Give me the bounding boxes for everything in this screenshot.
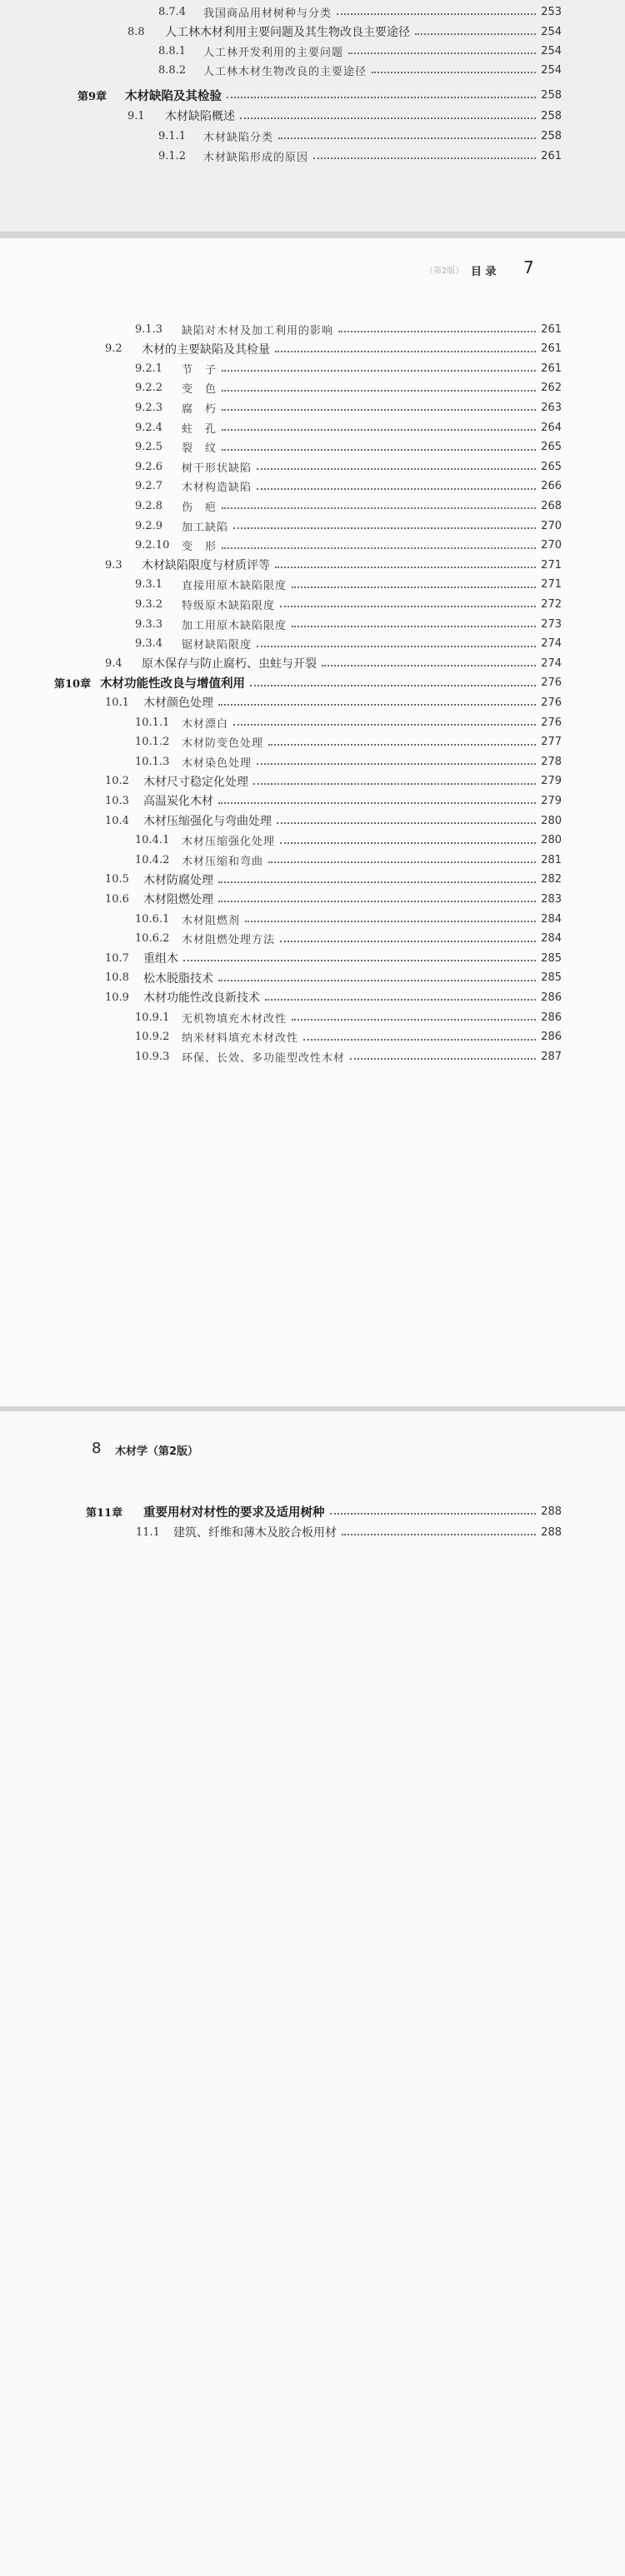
entry-page-number: 261 bbox=[541, 342, 562, 356]
entry-page-number: 268 bbox=[541, 499, 562, 512]
entry-page-number: 287 bbox=[541, 1050, 562, 1063]
entry-number: 9.2.10 bbox=[135, 539, 170, 552]
leader-dots bbox=[415, 33, 536, 35]
entry-page-number: 265 bbox=[541, 441, 562, 454]
toc-subsection-entry bbox=[158, 42, 562, 60]
entry-number: 10.4.1 bbox=[135, 834, 170, 847]
entry-title: 松木脱脂技术 bbox=[143, 971, 213, 986]
leader-dots bbox=[222, 429, 536, 431]
entry-number: 10.6 bbox=[105, 892, 129, 906]
leader-dots bbox=[268, 744, 536, 746]
entry-title: 加工用原木缺陷限度 bbox=[182, 619, 288, 632]
toc-subsection-entry bbox=[135, 910, 562, 928]
entry-number: 9.2.6 bbox=[135, 460, 163, 473]
entry-page-number: 276 bbox=[541, 676, 562, 690]
entry-title: 人工林开发利用的主要问题 bbox=[203, 46, 344, 59]
toc-subsection-entry bbox=[135, 733, 562, 751]
entry-title: 木材的主要缺陷及其检量 bbox=[142, 342, 270, 357]
toc-subsection-entry bbox=[135, 438, 562, 457]
entry-number: 8.7.4 bbox=[158, 5, 187, 18]
leader-dots bbox=[280, 842, 536, 844]
entry-title: 木材功能性改良与增值利用 bbox=[100, 677, 245, 691]
entry-number: 9.1 bbox=[128, 109, 145, 122]
entry-number: 10.1.2 bbox=[135, 736, 170, 749]
toc-chapter-entry bbox=[86, 1502, 562, 1520]
entry-page-number: 281 bbox=[541, 853, 562, 866]
leader-dots bbox=[218, 704, 536, 706]
entry-page-number: 286 bbox=[541, 1011, 562, 1024]
leader-dots bbox=[257, 763, 536, 765]
toc-subsection-entry bbox=[135, 418, 562, 437]
entry-number: 9.2.2 bbox=[135, 382, 163, 395]
entry-page-number: 262 bbox=[541, 382, 562, 395]
entry-number: 10.9.2 bbox=[135, 1031, 170, 1044]
entry-page-number: 274 bbox=[541, 656, 562, 670]
entry-number: 9.2.9 bbox=[135, 519, 163, 532]
entry-title: 人工林木材利用主要问题及其生物改良主要途径 bbox=[165, 26, 410, 39]
leader-dots bbox=[227, 97, 536, 98]
entry-page-number: 261 bbox=[541, 149, 562, 162]
leader-dots bbox=[275, 567, 536, 568]
leader-dots bbox=[292, 587, 536, 588]
toc-subsection-entry bbox=[158, 2, 562, 21]
leader-dots bbox=[372, 72, 536, 73]
entry-title: 木材染色处理 bbox=[182, 756, 252, 770]
entry-number: 8.8.2 bbox=[158, 63, 187, 77]
leader-dots bbox=[277, 822, 536, 824]
entry-title: 重要用材对材性的要求及适用树种 bbox=[143, 1505, 325, 1520]
entry-title: 环保、长效、多功能型改性木材 bbox=[182, 1051, 346, 1065]
entry-title: 裂 纹 bbox=[182, 442, 218, 456]
leader-dots bbox=[292, 626, 536, 627]
entry-title: 纳米材料填充木材改性 bbox=[182, 1032, 299, 1046]
entry-page-number: 253 bbox=[541, 5, 562, 18]
entry-title: 木材阻燃剂 bbox=[182, 914, 241, 927]
entry-number: 10.1.1 bbox=[135, 716, 170, 729]
leader-dots bbox=[280, 941, 536, 942]
header-page-number: 7 bbox=[523, 257, 534, 277]
leader-dots bbox=[233, 724, 536, 726]
entry-number: 9.2.1 bbox=[135, 362, 163, 375]
entry-title: 高温炭化木材 bbox=[143, 795, 213, 809]
entry-number: 10.7 bbox=[105, 951, 129, 965]
leader-dots bbox=[322, 665, 536, 666]
toc-subsection-entry bbox=[135, 457, 562, 476]
entry-page-number: 276 bbox=[541, 716, 562, 729]
leader-dots bbox=[257, 468, 536, 470]
entry-number: 10.9 bbox=[105, 991, 129, 1004]
toc-section-entry bbox=[128, 22, 562, 41]
entry-title: 木材缺陷及其检验 bbox=[125, 89, 222, 103]
entry-page-number: 286 bbox=[541, 1031, 562, 1044]
toc-subsection-entry bbox=[135, 713, 562, 731]
leader-dots bbox=[222, 507, 536, 509]
entry-title: 木材缺陷分类 bbox=[203, 131, 274, 144]
entry-title: 节 子 bbox=[182, 363, 218, 377]
leader-dots bbox=[338, 331, 536, 332]
leader-dots bbox=[330, 1513, 537, 1515]
entry-number: 9.3.4 bbox=[135, 637, 163, 651]
toc-subsection-entry bbox=[135, 359, 562, 377]
entry-number: 9.3.2 bbox=[135, 597, 163, 611]
entry-page-number: 280 bbox=[541, 814, 562, 827]
toc-section-entry bbox=[128, 107, 562, 125]
entry-number: 10.1.3 bbox=[135, 755, 170, 768]
entry-number: 8.8 bbox=[128, 25, 145, 38]
entry-page-number: 278 bbox=[541, 755, 562, 768]
toc-subsection-entry bbox=[135, 851, 562, 869]
leader-dots bbox=[245, 921, 536, 922]
toc-page-7 bbox=[0, 238, 625, 1406]
entry-number: 第9章 bbox=[78, 90, 108, 103]
entry-page-number: 265 bbox=[541, 460, 562, 473]
header-book-title: 木材学（第2版） bbox=[115, 1445, 199, 1458]
entry-title: 重组木 bbox=[143, 952, 178, 966]
entry-title: 木材防腐处理 bbox=[143, 873, 213, 887]
entry-title: 原木保存与防止腐朽、虫蛀与开裂 bbox=[142, 657, 317, 671]
entry-page-number: 271 bbox=[541, 558, 562, 572]
leader-dots bbox=[218, 980, 536, 981]
entry-title: 木材压缩强化与弯曲处理 bbox=[143, 815, 272, 828]
entry-page-number: 285 bbox=[541, 971, 562, 985]
leader-dots bbox=[222, 390, 536, 392]
toc-section-entry bbox=[105, 949, 562, 967]
entry-page-number: 254 bbox=[541, 44, 562, 57]
leader-dots bbox=[303, 1039, 536, 1041]
entry-number: 第11章 bbox=[86, 1506, 123, 1520]
leader-dots bbox=[218, 881, 536, 883]
leader-dots bbox=[280, 606, 536, 607]
toc-subsection-entry bbox=[135, 537, 562, 555]
entry-page-number: 258 bbox=[541, 88, 562, 102]
entry-number: 9.2.3 bbox=[135, 401, 163, 414]
entry-page-number: 273 bbox=[541, 617, 562, 631]
toc-page-8 bbox=[0, 1411, 625, 2576]
entry-page-number: 282 bbox=[541, 873, 562, 886]
entry-page-number: 276 bbox=[541, 696, 562, 709]
entry-page-number: 258 bbox=[541, 129, 562, 142]
header-page-number: 8 bbox=[92, 1440, 102, 1457]
entry-number: 10.3 bbox=[105, 794, 129, 807]
leader-dots bbox=[222, 449, 536, 451]
entry-page-number: 271 bbox=[541, 578, 562, 592]
toc-subsection-entry bbox=[135, 320, 562, 338]
entry-title: 变 形 bbox=[182, 541, 218, 554]
entry-number: 9.3.1 bbox=[135, 578, 163, 592]
toc-subsection-entry bbox=[135, 1008, 562, 1026]
toc-section-entry bbox=[105, 988, 562, 1006]
entry-title: 木材功能性改良新技术 bbox=[143, 991, 260, 1006]
entry-page-number: 261 bbox=[541, 322, 562, 336]
entry-number: 11.1 bbox=[136, 1525, 160, 1539]
entry-page-number: 270 bbox=[541, 519, 562, 532]
entry-page-number: 283 bbox=[541, 892, 562, 906]
entry-number: 10.4 bbox=[105, 814, 129, 827]
entry-page-number: 284 bbox=[541, 932, 562, 946]
entry-number: 10.1 bbox=[105, 696, 129, 709]
entry-page-number: 263 bbox=[541, 401, 562, 414]
leader-dots bbox=[218, 802, 536, 804]
entry-title: 人工林木材生物改良的主要途径 bbox=[203, 65, 368, 78]
entry-page-number: 261 bbox=[541, 362, 562, 375]
toc-subsection-entry bbox=[158, 147, 562, 165]
toc-subsection-entry bbox=[135, 752, 562, 771]
toc-subsection-entry bbox=[135, 477, 562, 496]
toc-chapter-entry bbox=[78, 86, 562, 104]
toc-section-entry bbox=[105, 772, 562, 791]
entry-title: 木材压缩和弯曲 bbox=[182, 855, 264, 868]
entry-page-number: 254 bbox=[541, 63, 562, 77]
entry-title: 无机物填充木材改性 bbox=[182, 1012, 288, 1026]
entry-title: 直接用原木缺陷限度 bbox=[182, 580, 288, 593]
toc-section-entry bbox=[105, 890, 562, 908]
entry-title: 木材阻燃处理 bbox=[143, 893, 213, 907]
entry-number: 8.8.1 bbox=[158, 44, 187, 57]
toc-page-upper bbox=[0, 0, 625, 232]
entry-title: 建筑、纤维和薄木及胶合板用材 bbox=[173, 1526, 337, 1540]
entry-number: 10.6.1 bbox=[135, 912, 170, 926]
entry-page-number: 280 bbox=[541, 834, 562, 847]
entry-title: 蛀 孔 bbox=[182, 422, 218, 436]
entry-page-number: 279 bbox=[541, 775, 562, 788]
leader-dots bbox=[222, 409, 536, 411]
entry-title: 加工缺陷 bbox=[182, 521, 229, 534]
entry-title: 锯材缺陷限度 bbox=[182, 639, 252, 652]
entry-title: 木材防变色处理 bbox=[182, 737, 264, 751]
entry-number: 9.1.2 bbox=[158, 149, 187, 162]
entry-title: 伤 疤 bbox=[182, 501, 218, 514]
entry-page-number: 258 bbox=[541, 109, 562, 122]
entry-number: 10.9.3 bbox=[135, 1050, 170, 1063]
leader-dots bbox=[292, 1019, 536, 1021]
toc-subsection-entry bbox=[135, 1028, 562, 1046]
leader-dots bbox=[337, 13, 536, 15]
entry-page-number: 277 bbox=[541, 736, 562, 749]
entry-number: 10.6.2 bbox=[135, 932, 170, 946]
entry-number: 9.1.1 bbox=[158, 129, 187, 142]
toc-subsection-entry bbox=[135, 831, 562, 850]
entry-title: 变 色 bbox=[182, 383, 218, 397]
entry-number: 9.2.5 bbox=[135, 441, 163, 454]
entry-page-number: 288 bbox=[541, 1505, 562, 1518]
leader-dots bbox=[257, 488, 536, 490]
leader-dots bbox=[250, 685, 536, 686]
leader-dots bbox=[183, 960, 536, 961]
entry-number: 9.4 bbox=[105, 656, 122, 670]
entry-title: 特级原木缺陷限度 bbox=[182, 599, 276, 612]
entry-title: 木材压缩强化处理 bbox=[182, 836, 276, 849]
entry-number: 10.8 bbox=[105, 971, 129, 985]
toc-section-entry bbox=[105, 811, 562, 830]
leader-dots bbox=[222, 547, 536, 549]
toc-subsection-entry bbox=[135, 497, 562, 515]
toc-section-entry bbox=[105, 654, 562, 672]
page-gap bbox=[0, 232, 625, 238]
toc-subsection-entry bbox=[135, 930, 562, 948]
entry-page-number: 266 bbox=[541, 480, 562, 493]
toc-section-entry bbox=[136, 1523, 562, 1541]
leader-dots bbox=[275, 351, 536, 352]
leader-dots bbox=[265, 999, 536, 1001]
toc-section-entry bbox=[105, 556, 562, 574]
entry-page-number: 274 bbox=[541, 637, 562, 651]
leader-dots bbox=[233, 527, 536, 529]
entry-page-number: 288 bbox=[541, 1525, 562, 1539]
toc-subsection-entry bbox=[158, 127, 562, 145]
leader-dots bbox=[218, 901, 536, 902]
entry-number: 10.4.2 bbox=[135, 853, 170, 866]
entry-number: 9.2 bbox=[105, 342, 122, 356]
entry-page-number: 272 bbox=[541, 597, 562, 611]
toc-subsection-entry bbox=[135, 398, 562, 417]
entry-title: 木材构造缺陷 bbox=[182, 482, 252, 495]
toc-subsection-entry bbox=[135, 379, 562, 397]
leader-dots bbox=[222, 370, 536, 372]
leader-dots bbox=[253, 783, 536, 785]
entry-title: 我国商品用材树种与分类 bbox=[203, 7, 332, 20]
toc-subsection-entry bbox=[135, 576, 562, 594]
entry-page-number: 284 bbox=[541, 912, 562, 926]
entry-number: 第10章 bbox=[54, 678, 92, 691]
entry-title: 木材颜色处理 bbox=[143, 696, 213, 711]
entry-title: 木材尺寸稳定化处理 bbox=[143, 775, 248, 789]
entry-number: 9.2.7 bbox=[135, 480, 163, 493]
entry-title: 腐 朽 bbox=[182, 402, 218, 416]
leader-dots bbox=[350, 1058, 536, 1060]
entry-title: 木材漂白 bbox=[182, 717, 229, 731]
header-edition: （第2版） bbox=[425, 267, 464, 276]
toc-subsection-entry bbox=[135, 635, 562, 653]
toc-section-entry bbox=[105, 791, 562, 810]
toc-section-entry bbox=[105, 340, 562, 358]
entry-title: 缺陷对木材及加工利用的影响 bbox=[182, 324, 334, 337]
entry-page-number: 270 bbox=[541, 539, 562, 552]
entry-title: 树干形状缺陷 bbox=[182, 462, 252, 475]
entry-number: 9.3 bbox=[105, 558, 122, 572]
toc-subsection-entry bbox=[135, 615, 562, 633]
leader-dots bbox=[268, 861, 536, 863]
toc-subsection-entry bbox=[135, 1047, 562, 1066]
entry-number: 9.2.8 bbox=[135, 499, 163, 512]
entry-number: 9.3.3 bbox=[135, 617, 163, 631]
entry-page-number: 264 bbox=[541, 421, 562, 434]
entry-number: 9.2.4 bbox=[135, 421, 163, 434]
entry-number: 10.2 bbox=[105, 775, 129, 788]
toc-section-entry bbox=[105, 693, 562, 711]
entry-title: 木材缺陷形成的原因 bbox=[203, 151, 309, 164]
entry-page-number: 285 bbox=[541, 951, 562, 965]
leader-dots bbox=[348, 52, 536, 54]
entry-title: 木材缺陷限度与材质评等 bbox=[142, 559, 270, 573]
toc-subsection-entry bbox=[158, 61, 562, 79]
entry-title: 木材缺陷概述 bbox=[165, 110, 235, 123]
entry-page-number: 286 bbox=[541, 991, 562, 1004]
entry-number: 10.9.1 bbox=[135, 1011, 170, 1024]
toc-subsection-entry bbox=[135, 595, 562, 613]
entry-page-number: 279 bbox=[541, 794, 562, 807]
toc-subsection-entry bbox=[135, 517, 562, 535]
toc-chapter-entry bbox=[54, 674, 562, 692]
entry-title: 木材阻燃处理方法 bbox=[182, 934, 276, 947]
header-label: 目 录 bbox=[471, 266, 497, 278]
leader-dots bbox=[257, 646, 536, 647]
entry-number: 9.1.3 bbox=[135, 322, 163, 336]
toc-section-entry bbox=[105, 871, 562, 889]
leader-dots bbox=[342, 1534, 536, 1535]
leader-dots bbox=[240, 117, 536, 119]
entry-number: 10.5 bbox=[105, 873, 129, 886]
toc-section-entry bbox=[105, 969, 562, 987]
entry-page-number: 254 bbox=[541, 25, 562, 38]
leader-dots bbox=[313, 157, 536, 159]
leader-dots bbox=[278, 137, 536, 139]
